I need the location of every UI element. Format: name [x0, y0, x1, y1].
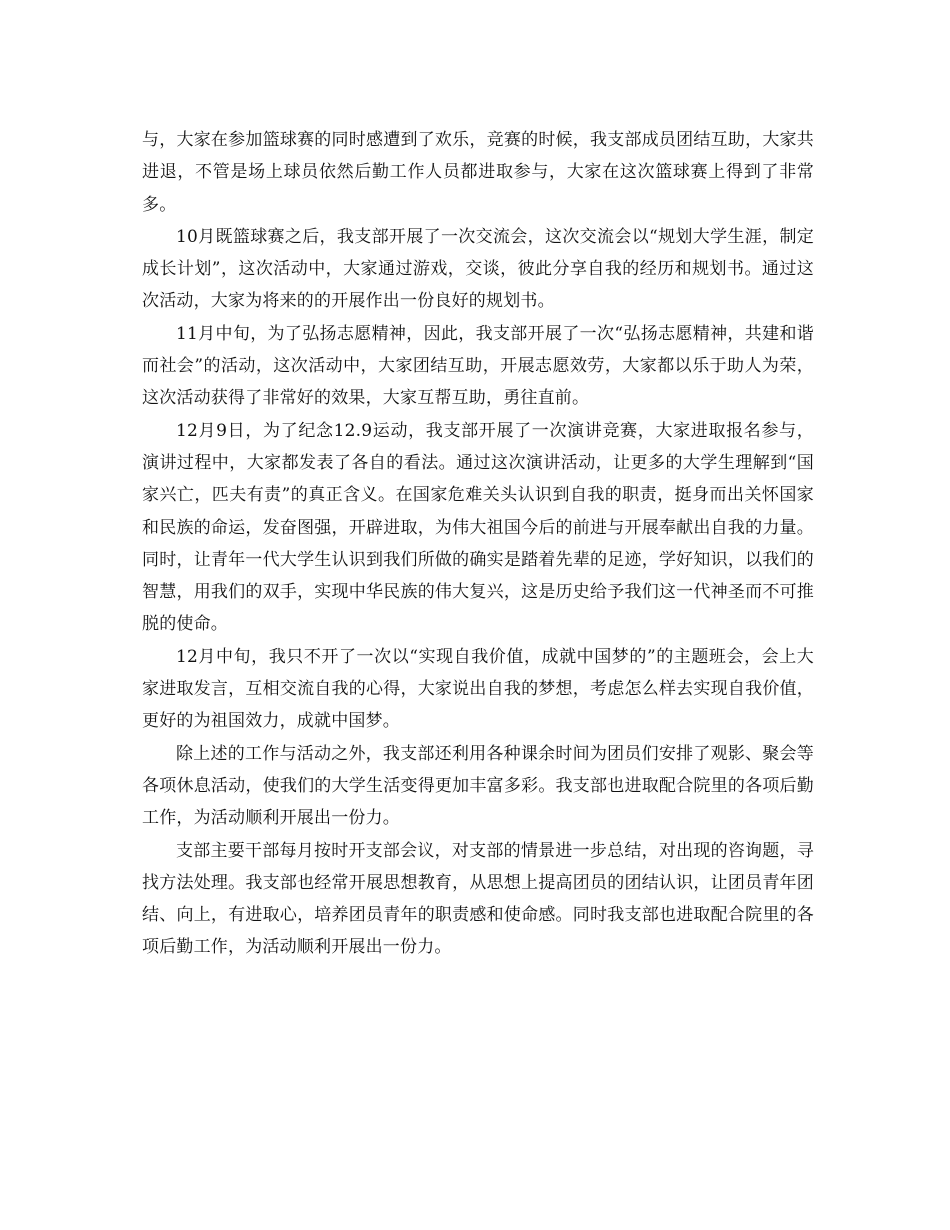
paragraph-december-class-meeting: 12月中旬，我只不开了一次以“实现自我价值，成就中国梦的”的主题班会，会上大家进取发言，互相交流自我的心得，大家说出自我的梦想，考虑怎么样去实现自我价值，更好的为祖国效力，成就中国梦。 — [142, 646, 814, 732]
paragraph-other-activities: 除上述的工作与活动之外，我支部还利用各种课余时间为团员们安排了观影、聚会等各项休息活动，使我们的大学生活变得更加丰富多彩。我支部也进取配合院里的各项后勤工作，为活动顺利开展出一份力。 — [142, 743, 814, 829]
paragraph-basketball-summary: 与，大家在参加篮球赛的同时感遭到了欢乐，竞赛的时候，我支部成员团结互助，大家共进退，不管是场上球员依然后勤工作人员都进取参与，大家在这次篮球赛上得到了非常多。 — [142, 130, 814, 215]
paragraph-branch-meetings: 支部主要干部每月按时开支部会议，对支部的情景进一步总结，对出现的咨询题，寻找方法处理。我支部也经常开展思想教育，从思想上提高团员的团结认识，让团员青年团结、向上，有进取心，培养团员青年的职责感和使命感。同时我支部也进取配合院里的各项后勤工作，为活动顺利开展出一份力。 — [142, 840, 814, 958]
paragraph-october-exchange: 10月既篮球赛之后，我支部开展了一次交流会，这次交流会以“规划大学生涯，制定成长计划”，这次活动中，大家通过游戏，交谈，彼此分享自我的经历和规划书。通过这次活动，大家为将来的的开展作出一份良好的规划书。 — [142, 226, 814, 312]
document-page — [142, 124, 814, 964]
paragraph-november-volunteer: 11月中旬，为了弘扬志愿精神，因此，我支部开展了一次“弘扬志愿精神，共建和谐而社会”的活动，这次活动中，大家团结互助，开展志愿效劳，大家都以乐于助人为荣，这次活动获得了非常好的效果，大家互帮互助，勇往直前。 — [142, 323, 814, 409]
paragraph-december-speech: 12月9日，为了纪念12.9运动，我支部开展了一次演讲竞赛，大家进取报名参与，演讲过程中，大家都发表了各自的看法。通过这次演讲活动，让更多的大学生理解到“国家兴亡，匹夫有责”的真正含义。在国家危难关头认识到自我的职责，挺身而出关怀国家和民族的命运，发奋图强，开辟进取，为伟大祖国今后的前进与开展奉献出自我的力量。同时，让青年一代大学生认识到我们所做的确实是踏着先辈的足迹，学好知识，以我们的智慧，用我们的双手，实现中华民族的伟大复兴，这是历史给予我们这一代神圣而不可推脱的使命。 — [142, 420, 814, 635]
